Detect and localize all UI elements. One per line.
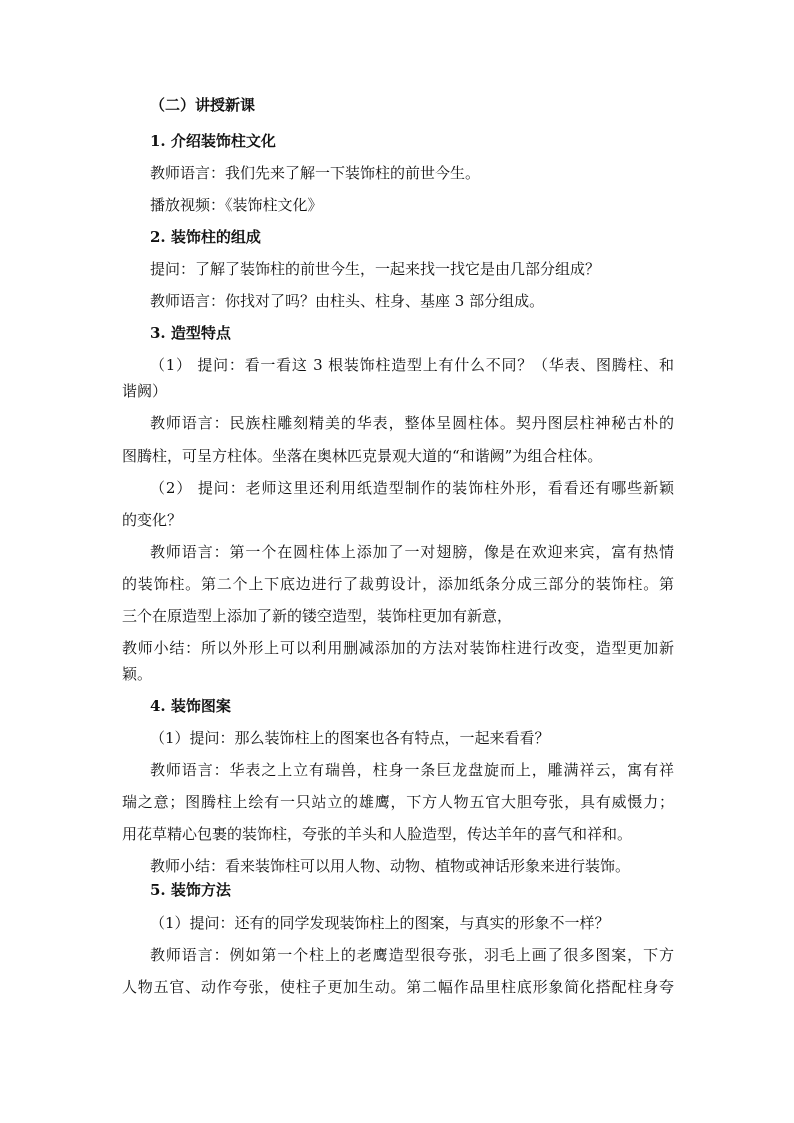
text-line: 的变化？: [122, 511, 183, 529]
text-line: 谐阙）: [122, 382, 168, 400]
text-line: （2） 提问：老师这里还利用纸造型制作的装饰柱外形，看看还有哪些新颖: [150, 479, 674, 497]
section-heading: 4. 装饰图案: [150, 697, 231, 715]
text-line: 提问：了解了装饰柱的前世今生，一起来找一找它是由几部分组成？: [150, 260, 601, 278]
text-line: （1）提问：那么装饰柱上的图案也各有特点，一起来看看？: [150, 729, 550, 747]
text-line: 播放视频：《装饰柱文化》: [150, 196, 323, 214]
section-heading: （二）讲授新课: [150, 96, 256, 114]
text-line: 图腾柱，可呈方柱体。坐落在奥林匹克景观大道的“和谐阙”为组合柱体。: [122, 447, 603, 465]
text-line: 教师语言：民族柱雕刻精美的华表，整体呈圆柱体。契丹图层柱神秘古朴的: [150, 414, 674, 432]
section-heading: 2. 装饰柱的组成: [150, 228, 261, 246]
section-heading: 5. 装饰方法: [150, 881, 231, 899]
section-heading: 3. 造型特点: [150, 324, 231, 342]
text-line: 教师语言：第一个在圆柱体上添加了一对翅膀，像是在欢迎来宾，富有热情: [150, 543, 674, 561]
text-line: 教师语言：例如第一个柱上的老鹰造型很夸张，羽毛上画了很多图案，下方: [150, 946, 674, 964]
text-line: （1）提问：还有的同学发现装饰柱上的图案，与真实的形象不一样？: [150, 914, 610, 932]
text-line: 教师小结：所以外形上可以利用删减添加的方法对装饰柱进行改变，造型更加新: [122, 639, 674, 657]
text-line: 教师小结：看来装饰柱可以用人物、动物、植物或神话形象来进行装饰。: [150, 857, 631, 875]
text-line: 教师语言：华表之上立有瑞兽，柱身一条巨龙盘旋而上，雕满祥云，寓有祥: [150, 761, 674, 779]
section-heading: 1. 介绍装饰柱文化: [150, 132, 276, 150]
text-line: （1） 提问：看一看这 3 根装饰柱造型上有什么不同？（华表、图腾柱、和: [150, 356, 674, 374]
text-line: 瑞之意；图腾柱上绘有一只站立的雄鹰，下方人物五官大胆夸张，具有威慑力；: [122, 793, 674, 811]
text-line: 教师语言：你找对了吗？由柱头、柱身、基座 3 部分组成。: [150, 292, 545, 310]
text-line: 颖。: [122, 665, 153, 683]
text-line: 用花草精心包裹的装饰柱，夸张的羊头和人脸造型，传达羊年的喜气和祥和。: [122, 825, 633, 843]
text-line: 三个在原造型上添加了新的镂空造型，装饰柱更加有新意，: [122, 607, 513, 625]
text-line: 的装饰柱。第二个上下底边进行了裁剪设计，添加纸条分成三部分的装饰柱。第: [122, 575, 674, 593]
text-line: 教师语言：我们先来了解一下装饰柱的前世今生。: [150, 164, 481, 182]
text-line: 人物五官、动作夸张，使柱子更加生动。第二幅作品里柱底形象简化搭配柱身夸: [122, 978, 674, 996]
